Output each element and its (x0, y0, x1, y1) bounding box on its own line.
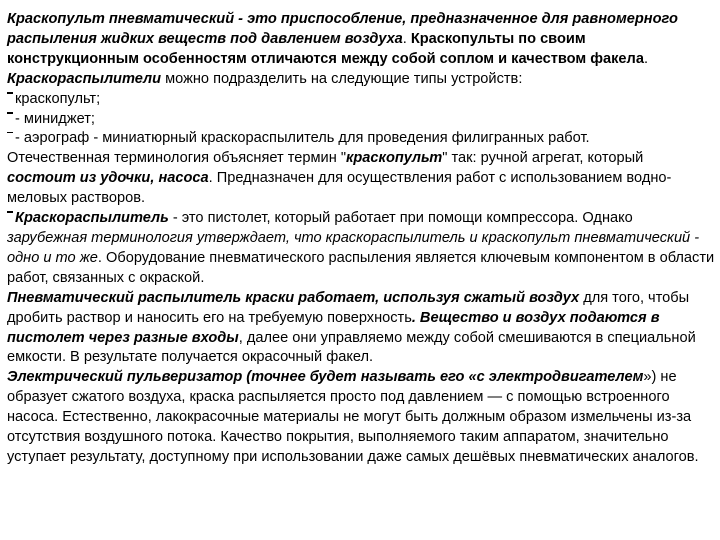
slide-text-body (7, 10, 715, 468)
foreign-terminology-phrase: зарубежная терминология утверждает, что краскораспылитель и краскопульт пневматический - одно и то же (7, 229, 700, 266)
text-run: . Предназначен для осуществления работ с использованием водно-меловых растворов. (7, 170, 672, 207)
text-run: . (402, 30, 407, 47)
dash-bullet-icon (7, 112, 13, 114)
text-run: . Оборудование пневматического распыления является ключевым компонентом в области работ, связанных с окраской. (7, 249, 715, 286)
text-run: , далее они управляемо между собой смешиваются в специальной емкости. В результате получается окрасочный факел. (7, 329, 696, 366)
list-item (7, 110, 715, 130)
text-run: можно подразделить на следующие типы устройств: (161, 70, 523, 87)
term-spray-gun: Краскораспылитель (15, 210, 169, 227)
spray-gun-paragraph (7, 209, 715, 289)
list-item (7, 90, 715, 110)
statement-nozzle-torch: Краскопульты по своим конструкционным особенностям отличаются между собой соплом и качеством факела (7, 30, 644, 67)
text-run: - это пистолет, который работает при помощи компрессора. Однако (168, 210, 633, 227)
term-electric-sprayer: Электрический пульверизатор (точнее будет называть его «с электродвигателем (7, 369, 644, 386)
list-item-label: краскопульт; (15, 90, 101, 107)
text-run: " так: ручной агрегат, который (442, 150, 644, 167)
dash-bullet-icon (7, 211, 13, 213)
statement-separate-inputs: . Вещество и воздух подаются в пистолет через разные входы (7, 309, 660, 346)
pneumatic-gun-paragraph (7, 289, 715, 369)
electric-sprayer-paragraph (7, 368, 715, 468)
definition-sprayer: Краскопульт пневматический - это приспособление, предназначенное для равномерного распыления жидких веществ под давлением воздуха (7, 11, 678, 47)
list-item-label: - аэрограф - миниатюрный краскораспылитель для проведения филигранных работ. (15, 130, 590, 147)
list-item-label: - миниджет; (15, 110, 95, 127)
dash-bullet-icon (7, 92, 13, 94)
statement-compressed-air: Пневматический распылитель краски работает, используя сжатый воздух (7, 289, 580, 306)
term-spray-guns: Краскораспылители (7, 70, 162, 87)
text-run: для того, чтобы дробить раствор и наносить его на требуемую поверхность (7, 289, 690, 326)
text-run: . (643, 50, 648, 67)
intro-paragraph (7, 10, 715, 90)
phrase-rod-pump: состоит из удочки, насоса (7, 170, 209, 187)
domestic-terminology-paragraph (7, 149, 715, 209)
term-kraskopult: краскопульт (346, 150, 443, 167)
list-item (7, 129, 715, 149)
text-run: ») не образует сжатого воздуха, краска распыляется просто под давлением — с помощью встроенного насоса. Естественно, лакокрасочные материалы не могут быть должным образом измельчены из-за отсутствия воздушного потока. Качество покрытия, выполняемого таким аппаратом, значительно уступает результату, доступному при использовании даже самых дешёвых пневматических аналогов. (7, 369, 699, 465)
dash-bullet-icon (7, 132, 13, 134)
text-run: Отечественная терминология объясняет термин " (7, 150, 346, 167)
